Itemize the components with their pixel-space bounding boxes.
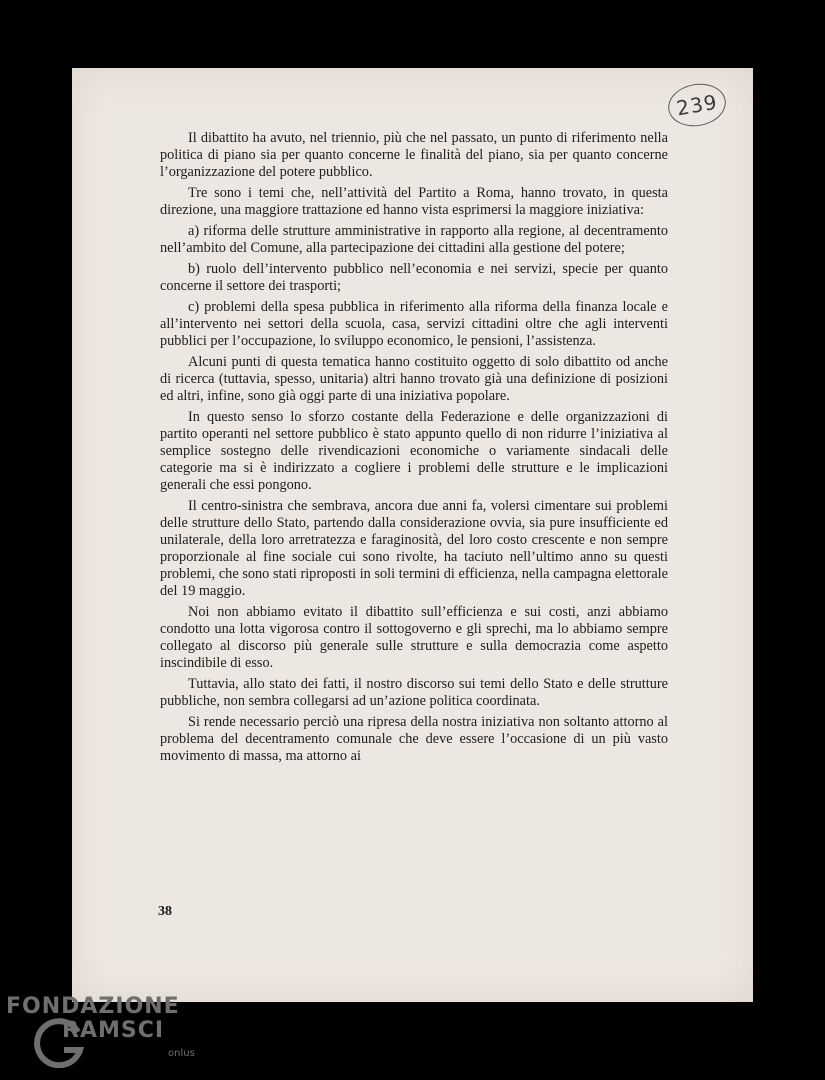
handwritten-page-annotation: 239	[665, 79, 729, 130]
fondazione-gramsci-logo	[6, 994, 206, 1074]
paragraph-item-b: b) ruolo dell’intervento pubblico nell’economia e nei servizi, specie per quanto concerne il settore dei trasporti;	[160, 261, 668, 294]
paragraph-10: Tuttavia, allo stato dei fatti, il nostro discorso sui temi dello Stato e delle strutture pubbliche, non sembra collegarsi ad un’azione politica coordinata.	[160, 676, 668, 709]
logo-subtitle: onlus	[168, 1048, 195, 1059]
paragraph-1: Il dibattito ha avuto, nel triennio, più che nel passato, un punto di riferimento nella politica di piano sia per quanto concerne le finalità del piano, sia per quanto concerne l’organizzazione del potere pubblico.	[160, 130, 668, 180]
paragraph-item-c: c) problemi della spesa pubblica in riferimento alla riforma della finanza locale e all’intervento nei settori della scuola, casa, servizi cittadini oltre che agli interventi pubblici per l’occupazione, lo sviluppo economico, le pensioni, l’assistenza.	[160, 299, 668, 349]
page-number: 38	[158, 904, 172, 919]
paragraph-9: Noi non abbiamo evitato il dibattito sull’efficienza e sui costi, anzi abbiamo condotto una lotta vigorosa contro il sottogoverno e gli sprechi, ma lo abbiamo sempre collegato al discorso più generale sulle strutture e sulla democrazia come aspetto inscindibile di esso.	[160, 604, 668, 671]
paragraph-2: Tre sono i temi che, nell’attività del Partito a Roma, hanno trovato, in questa direzione, una maggiore trattazione ed hanno vista esprimersi la maggiore iniziativa:	[160, 185, 668, 218]
logo-line-1: FONDAZIONE	[6, 994, 180, 1019]
paragraph-6: Alcuni punti di questa tematica hanno costituito oggetto di solo dibattito od anche di ricerca (tuttavia, spesso, unitaria) altri hanno trovato già una definizione di posizioni ed altri, infine, sono già oggi parte di una iniziativa popolare.	[160, 354, 668, 404]
paragraph-item-a: a) riforma delle strutture amministrative in rapporto alla regione, al decentramento nell’ambito del Comune, alla partecipazione dei cittadini alla gestione del potere;	[160, 223, 668, 256]
body-text	[160, 130, 668, 769]
document-page	[72, 68, 753, 1002]
paragraph-8: Il centro-sinistra che sembrava, ancora due anni fa, volersi cimentare sui problemi delle strutture dello Stato, partendo dalla considerazione ovvia, sia pure insufficiente ed unilaterale, della loro arretratezza e faraginosità, del loro costo crescente e non sempre proporzionale al fine sociale cui sono rivolte, ha taciuto nell’ultimo anno su questi problemi, che sono stati riproposti in soli termini di efficienza, nella campagna elettorale del 19 maggio.	[160, 498, 668, 599]
logo-line-2: RAMSCI	[62, 1018, 165, 1043]
paragraph-7: In questo senso lo sforzo costante della Federazione e delle organizzazioni di partito operanti nel settore pubblico è stato appunto quello di non ridurre l’iniziativa al semplice sostegno delle rivendicazioni economiche o variamente sindacali delle categorie ma si è indirizzato a cogliere i problemi delle strutture e le implicazioni generali che essi pongono.	[160, 409, 668, 493]
paragraph-11: Si rende necessario perciò una ripresa della nostra iniziativa non soltanto attorno al problema del decentramento comunale che deve essere l’occasione di un più vasto movimento di massa, ma attorno ai	[160, 714, 668, 764]
